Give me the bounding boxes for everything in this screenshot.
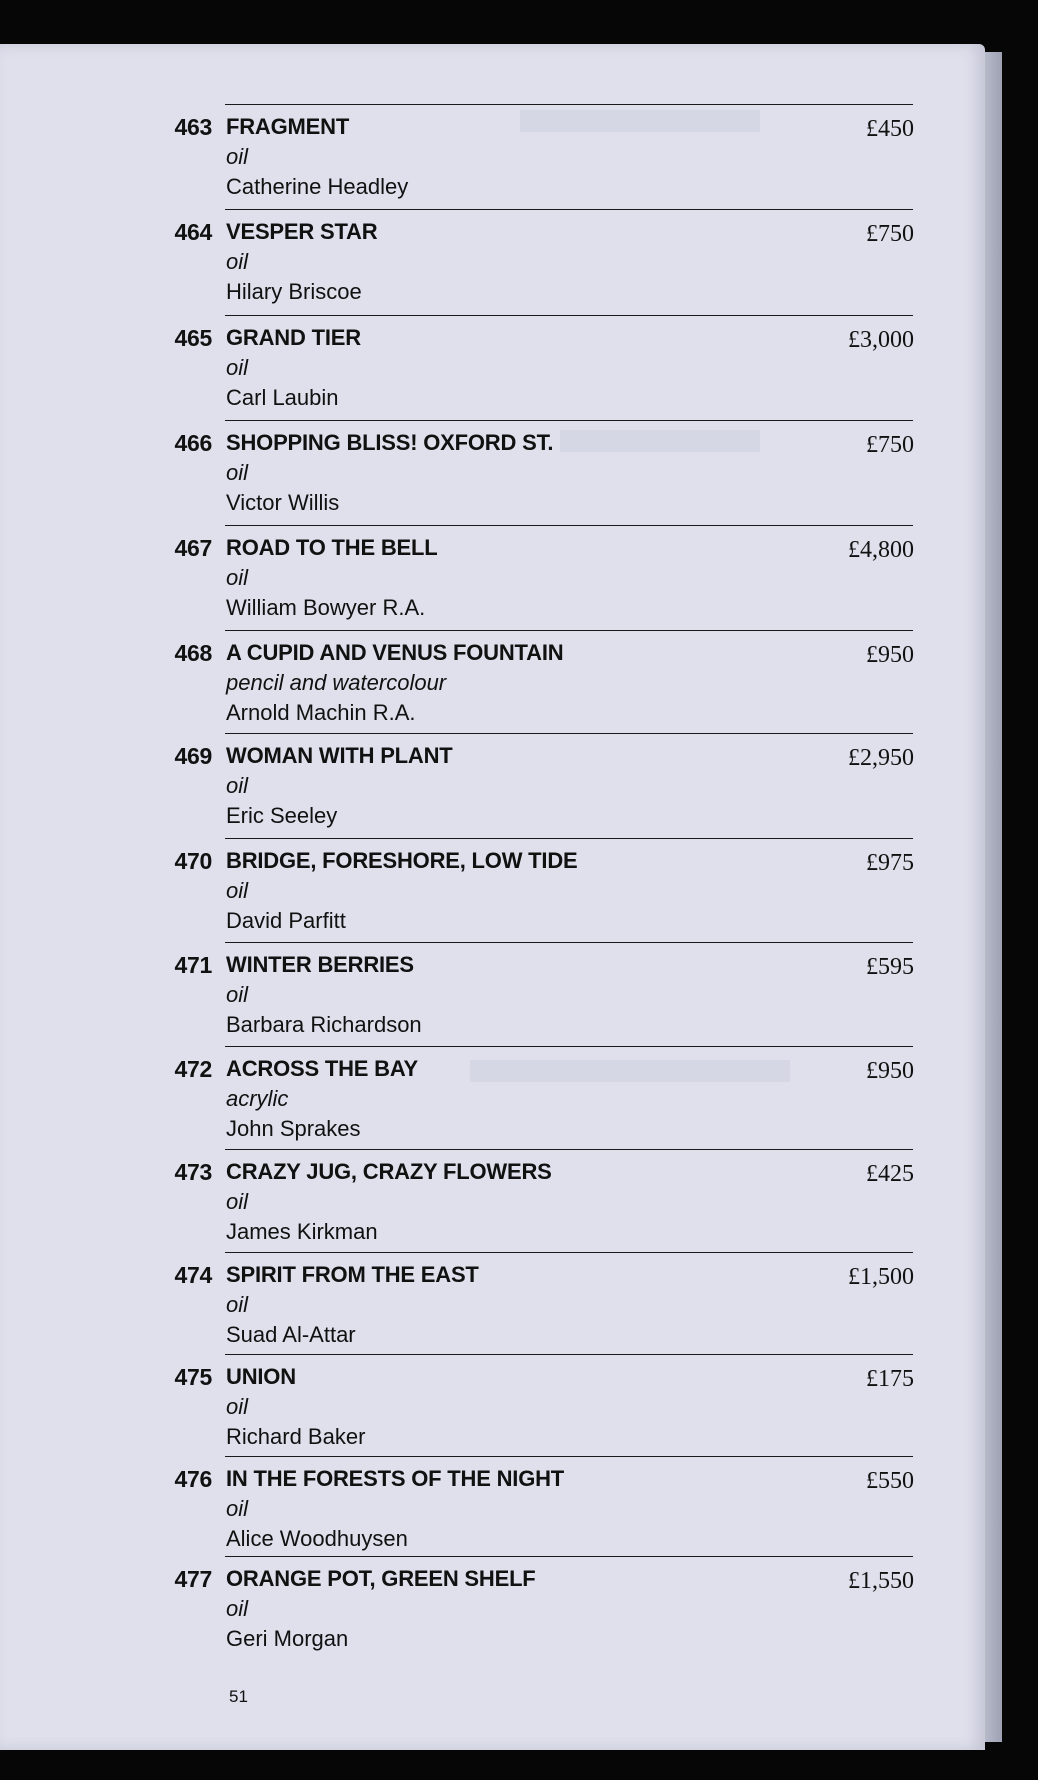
- entry-medium: oil: [226, 1292, 249, 1317]
- entry-medium: pencil and watercolour: [226, 670, 447, 695]
- entry-title: VESPER STAR: [226, 219, 378, 244]
- entry-medium: oil: [226, 982, 249, 1007]
- entry-number: 476: [174, 1466, 212, 1492]
- entry-title: ROAD TO THE BELL: [226, 535, 438, 560]
- catalogue-entry: [0, 630, 1038, 734]
- entry-price: £175: [866, 1366, 914, 1392]
- entry-medium: oil: [226, 1496, 249, 1521]
- entry-number: 471: [174, 952, 212, 978]
- entry-medium: oil: [226, 249, 249, 274]
- entry-artist: David Parfitt: [226, 908, 346, 933]
- entry-divider: [225, 1046, 913, 1047]
- catalogue-entry: [0, 1252, 1038, 1356]
- entry-title: FRAGMENT: [226, 114, 350, 139]
- entry-medium: oil: [226, 1394, 249, 1419]
- entry-medium: oil: [226, 1596, 249, 1621]
- entry-medium: acrylic: [226, 1086, 289, 1111]
- entry-divider: [225, 1149, 913, 1150]
- entry-price: £950: [866, 642, 914, 668]
- entry-number: 465: [174, 325, 212, 351]
- entry-number: 463: [174, 114, 212, 140]
- entry-title: A CUPID AND VENUS FOUNTAIN: [226, 640, 564, 665]
- entry-medium: oil: [226, 1189, 249, 1214]
- catalogue-entry: [0, 942, 1038, 1046]
- entry-title: SPIRIT FROM THE EAST: [226, 1262, 479, 1287]
- entry-artist: Arnold Machin R.A.: [226, 700, 416, 725]
- entry-number: 475: [174, 1364, 212, 1390]
- entry-medium: oil: [226, 565, 249, 590]
- entry-price: £450: [866, 116, 914, 142]
- entry-number: 474: [174, 1262, 212, 1288]
- entry-title: IN THE FORESTS OF THE NIGHT: [226, 1466, 565, 1491]
- entry-price: £750: [866, 221, 914, 247]
- catalogue-entry: [0, 525, 1038, 629]
- entry-divider: [225, 838, 913, 839]
- entry-artist: Geri Morgan: [226, 1626, 349, 1651]
- entry-price: £4,800: [848, 537, 914, 563]
- entry-divider: [225, 1354, 913, 1355]
- entry-artist: Suad Al-Attar: [226, 1322, 356, 1347]
- entry-divider: [225, 1252, 913, 1253]
- catalogue-entry: [0, 838, 1038, 942]
- entry-medium: oil: [226, 144, 249, 169]
- entry-divider: [225, 733, 913, 734]
- entry-medium: oil: [226, 355, 249, 380]
- entry-number: 466: [174, 430, 212, 456]
- catalogue-entry: [0, 1149, 1038, 1253]
- entry-artist: Victor Willis: [226, 490, 340, 515]
- entry-divider: [225, 209, 913, 210]
- page-number: 51: [229, 1687, 248, 1706]
- entry-price: £1,550: [848, 1568, 914, 1594]
- entry-title: CRAZY JUG, CRAZY FLOWERS: [226, 1159, 552, 1184]
- entry-medium: oil: [226, 773, 249, 798]
- entry-artist: Alice Woodhuysen: [226, 1526, 408, 1551]
- catalogue-entry: [0, 315, 1038, 419]
- catalogue-entry: [0, 209, 1038, 313]
- entry-number: 473: [174, 1159, 212, 1185]
- entry-title: WOMAN WITH PLANT: [226, 743, 453, 768]
- catalogue-entry: [0, 1556, 1038, 1660]
- catalogue-entry: [0, 1456, 1038, 1560]
- catalogue-entry: [0, 1354, 1038, 1458]
- entry-divider: [225, 525, 913, 526]
- entry-price: £425: [866, 1161, 914, 1187]
- entry-artist: Richard Baker: [226, 1424, 366, 1449]
- entry-medium: oil: [226, 460, 249, 485]
- entry-price: £595: [866, 954, 914, 980]
- entry-title: WINTER BERRIES: [226, 952, 414, 977]
- entry-title: ORANGE POT, GREEN SHELF: [226, 1566, 536, 1591]
- entry-divider: [225, 315, 913, 316]
- catalogue-entry: [0, 420, 1038, 524]
- entry-divider: [225, 1556, 913, 1557]
- entry-divider: [225, 1456, 913, 1457]
- entry-number: 464: [174, 219, 212, 245]
- entry-price: £2,950: [848, 745, 914, 771]
- entry-number: 472: [174, 1056, 212, 1082]
- entry-price: £950: [866, 1058, 914, 1084]
- catalogue-entry: [0, 104, 1038, 208]
- entry-artist: Barbara Richardson: [226, 1012, 422, 1037]
- entry-price: £3,000: [848, 327, 914, 353]
- entry-number: 467: [174, 535, 212, 561]
- entry-divider: [225, 420, 913, 421]
- entry-medium: oil: [226, 878, 249, 903]
- entry-artist: Hilary Briscoe: [226, 279, 362, 304]
- entry-title: BRIDGE, FORESHORE, LOW TIDE: [226, 848, 578, 873]
- entry-artist: Eric Seeley: [226, 803, 338, 828]
- entry-artist: James Kirkman: [226, 1219, 378, 1244]
- entry-title: UNION: [226, 1364, 296, 1389]
- entry-title: SHOPPING BLISS! OXFORD ST.: [226, 430, 554, 455]
- catalogue-entry: [0, 1046, 1038, 1150]
- entry-artist: William Bowyer R.A.: [226, 595, 426, 620]
- entry-title: GRAND TIER: [226, 325, 361, 350]
- entry-artist: Carl Laubin: [226, 385, 339, 410]
- entry-divider: [225, 942, 913, 943]
- entry-price: £975: [866, 850, 914, 876]
- entry-artist: Catherine Headley: [226, 174, 409, 199]
- entry-number: 470: [174, 848, 212, 874]
- catalogue-entry: [0, 733, 1038, 837]
- entry-divider: [225, 630, 913, 631]
- entry-price: £750: [866, 432, 914, 458]
- entry-price: £1,500: [848, 1264, 914, 1290]
- entry-number: 468: [174, 640, 212, 666]
- entry-number: 469: [174, 743, 212, 769]
- entry-price: £550: [866, 1468, 914, 1494]
- entry-number: 477: [174, 1566, 212, 1592]
- entry-divider: [225, 104, 913, 105]
- entry-title: ACROSS THE BAY: [226, 1056, 418, 1081]
- entry-artist: John Sprakes: [226, 1116, 361, 1141]
